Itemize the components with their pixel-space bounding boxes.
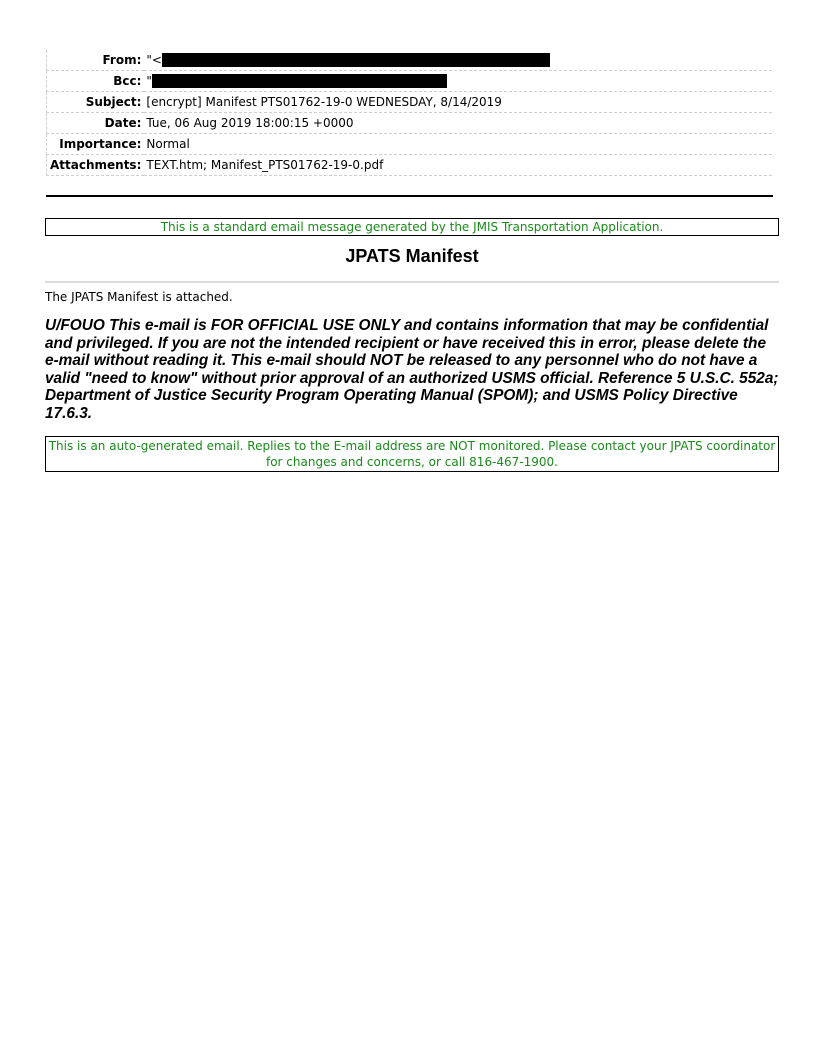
from-redaction [162, 53, 550, 67]
page-title: JPATS Manifest [345, 246, 479, 266]
importance-row [47, 134, 773, 155]
email-header-table [46, 50, 772, 176]
auto-notice-banner: This is an auto-generated email. Replies to the E-mail address are NOT monitored. Please contact your JPATS coordinator for changes and concerns, or call 816-467-1900. [45, 436, 779, 472]
title-divider [45, 281, 779, 283]
bcc-value: " [146, 74, 152, 88]
subject-row [47, 92, 773, 113]
bcc-field [144, 71, 772, 92]
header-divider [46, 195, 773, 197]
bcc-row [47, 71, 773, 92]
date-label: Date: [47, 113, 145, 134]
attachments-label: Attachments: [47, 155, 145, 176]
importance-label: Importance: [47, 134, 145, 155]
from-value: "< [146, 53, 162, 67]
attached-text: The JPATS Manifest is attached. [45, 290, 233, 304]
bcc-label: Bcc: [47, 71, 145, 92]
attachments-row [47, 155, 773, 176]
fouo-warning: U/FOUO This e-mail is FOR OFFICIAL USE ONLY and contains information that may be confidential and privileged. If you are not the intended recipient or have received this in error, please delete the e-mail without reading it. This e-mail should NOT be released to any personnel who do not have a valid "need to know" without prior approval of an authorized USMS official. Reference 5 U.S.C. 552a; Department of Justice Security Program Operating Manual (SPOM); and USMS Policy Directive 17.6.3. [45, 317, 779, 422]
attachments-value[interactable]: TEXT.htm; Manifest_PTS01762-19-0.pdf [144, 155, 772, 176]
from-label: From: [47, 50, 145, 71]
standard-notice-banner: This is a standard email message generated by the JMIS Transportation Application. [45, 218, 779, 236]
subject-value: [encrypt] Manifest PTS01762-19-0 WEDNESDAY, 8/14/2019 [144, 92, 772, 113]
subject-label: Subject: [47, 92, 145, 113]
bcc-redaction [152, 74, 447, 88]
from-row [47, 50, 773, 71]
from-field [144, 50, 772, 71]
importance-value: Normal [144, 134, 772, 155]
date-row [47, 113, 773, 134]
date-value: Tue, 06 Aug 2019 18:00:15 +0000 [144, 113, 772, 134]
